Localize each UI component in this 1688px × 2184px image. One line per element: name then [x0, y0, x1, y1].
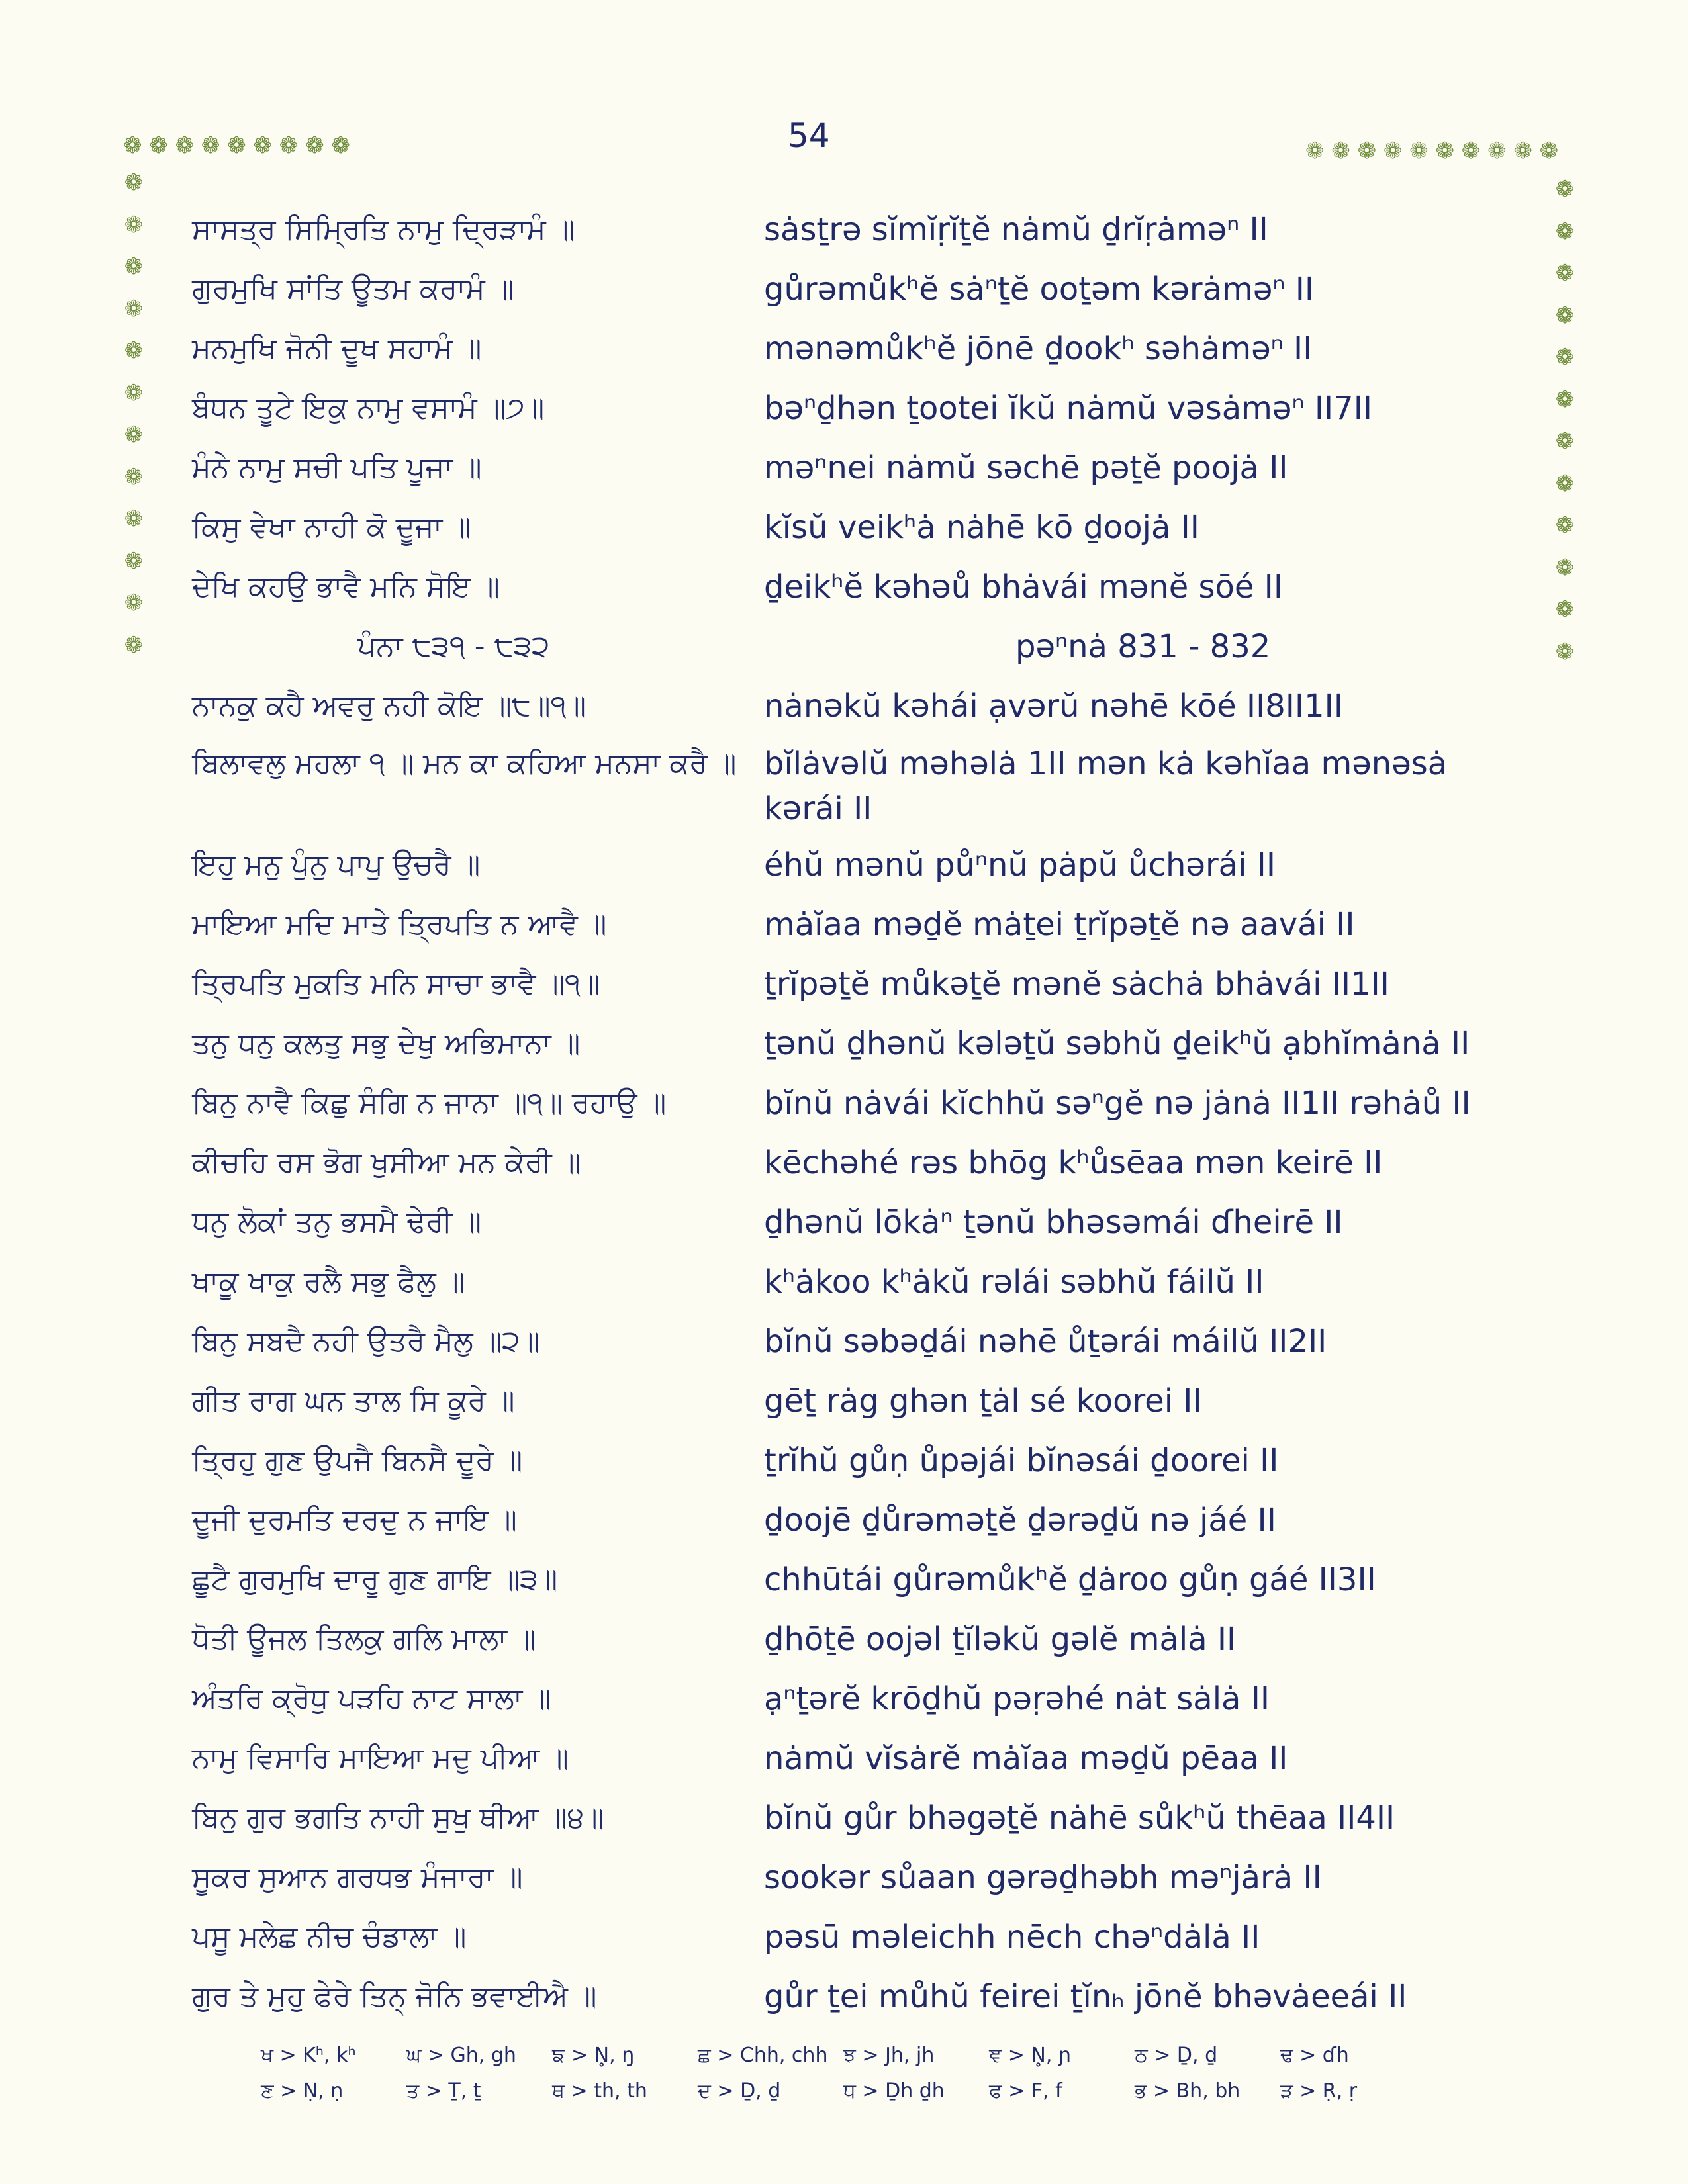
verse-row — [0, 1371, 1688, 1431]
transliteration-line: ḏoojē ḏůrəməṯĕ ḏərəḏŭ nə jáé II — [764, 1502, 1276, 1539]
gurmukhi-line: ਪੰਨਾ ੮੩੧ - ੮੩੨ — [357, 629, 550, 663]
transliteration-line: mənəmůkʰĕ jōnē ḏookʰ səhȧməⁿ II — [764, 330, 1313, 367]
verse-row — [0, 1073, 1688, 1133]
flower-icon: ❁ — [1555, 638, 1575, 665]
gurmukhi-line: ਬੰਧਨ ਤੂਟੇ ਇਕੁ ਨਾਮੁ ਵਸਾਮੰ ॥੭॥ — [192, 391, 545, 425]
legend-item: ਥ > th, th — [552, 2079, 647, 2103]
verse-row — [0, 200, 1688, 259]
verse-row — [0, 1610, 1688, 1669]
page-reference-row — [0, 617, 1688, 676]
legend-item: ਣ > Ṇ, ṇ — [261, 2079, 344, 2103]
verse-row — [0, 1014, 1688, 1073]
flower-icon: ❁ — [124, 253, 144, 280]
page-number: 54 — [788, 116, 830, 155]
transliteration-line: gůr ṯei můhŭ feirei ṯĭnₕ jōnĕ bhəvȧeeái II — [764, 1978, 1407, 2015]
gurmukhi-line: ਗੁਰਮੁਖਿ ਸਾਂਤਿ ਊਤਮ ਕਰਾਮੰ ॥ — [192, 272, 514, 306]
transliteration-line: gēṯ rȧg ghən ṯȧl sé koorei II — [764, 1383, 1202, 1420]
transliteration-line: kĭsŭ veikʰȧ nȧhē kō ḏoojȧ II — [764, 509, 1199, 546]
verse-row — [0, 736, 1688, 835]
transliteration-line: kʰȧkoo kʰȧkŭ rəlái səbhŭ fáilŭ II — [764, 1263, 1264, 1300]
verse-row — [0, 1431, 1688, 1490]
flower-icon: ❁ — [1555, 302, 1575, 329]
gurmukhi-line: ਖਾਕੂ ਖਾਕੁ ਰਲੈ ਸਭੁ ਫੈਲੁ ॥ — [192, 1265, 465, 1298]
transliteration-line: bĭnŭ gůr bhəgəṯĕ nȧhē sůkʰŭ thēaa II4II — [764, 1799, 1395, 1837]
flower-icon: ❁ — [124, 338, 144, 364]
verse-row — [0, 1788, 1688, 1848]
legend-item: ਢ > ɗh — [1280, 2043, 1349, 2067]
gurmukhi-line: ਮਨਮੁਖਿ ਜੋਨੀ ਦੂਖ ਸਹਾਮੰ ॥ — [192, 332, 482, 365]
gurmukhi-line: ਦੂਜੀ ਦੁਰਮਤਿ ਦਰਦੁ ਨ ਜਾਇ ॥ — [192, 1503, 517, 1537]
gurmukhi-line: ਤ੍ਰਿਹੁ ਗੁਣ ਉਪਜੈ ਬਿਨਸੈ ਦੂਰੇ ॥ — [192, 1443, 523, 1477]
verse-row — [0, 1729, 1688, 1788]
verse-row — [0, 1312, 1688, 1371]
transliteration-line: ḏeikʰĕ kəhəů bhȧvái mənĕ sōé II — [764, 569, 1283, 606]
gurmukhi-line: ਛੂਟੈ ਗੁਰਮੁਖਿ ਦਾਰੂ ਗੁਣ ਗਾਇ ॥੩॥ — [192, 1563, 558, 1596]
flower-icon: ❁ — [124, 211, 144, 238]
flower-icon: ❁ — [1555, 260, 1575, 287]
flower-icon: ❁ — [124, 590, 144, 616]
flower-icon: ❁ — [124, 169, 144, 196]
legend-item: ਝ > Jh, jh — [843, 2043, 935, 2067]
top-left-ornament: ❁ ❁ ❁ ❁ ❁ ❁ ❁ ❁ ❁ — [123, 132, 350, 159]
transliteration-line: bĭnŭ səbəḏái nəhē ůṯərái máilŭ II2II — [764, 1323, 1327, 1360]
gurmukhi-line: ਬਿਨੁ ਸਬਦੈ ਨਹੀ ਉਤਰੈ ਮੈਲੁ ॥੨॥ — [192, 1324, 540, 1358]
gurmukhi-line: ਮਾਇਆ ਮਦਿ ਮਾਤੇ ਤ੍ਰਿਪਤਿ ਨ ਆਵੈ ॥ — [192, 907, 607, 941]
gurmukhi-line: ਧਨੁ ਲੋਕਾਂ ਤਨੁ ਭਸਮੈ ਢੇਰੀ ॥ — [192, 1205, 482, 1239]
flower-icon: ❁ — [124, 547, 144, 574]
verse-row — [0, 835, 1688, 895]
verse-row — [0, 895, 1688, 954]
transliteration-line: pəⁿnȧ 831 - 832 — [1015, 628, 1271, 665]
legend-item: ਙ > N̥, ŋ — [552, 2043, 635, 2067]
verse-row — [0, 676, 1688, 736]
legend-item: ਖ > Kʰ, kʰ — [261, 2043, 356, 2067]
flower-icon: ❁ — [1555, 554, 1575, 581]
verse-row — [0, 1550, 1688, 1610]
verse-row — [0, 1252, 1688, 1312]
legend-item: ਞ > N̥, ɲ — [989, 2043, 1072, 2067]
gurmukhi-line: ਨਾਨਕੁ ਕਹੈ ਅਵਰੁ ਨਹੀ ਕੋਇ ॥੮॥੧॥ — [192, 689, 586, 723]
verse-row — [0, 1967, 1688, 2026]
flower-icon: ❁ — [1555, 470, 1575, 497]
gurmukhi-line: ਕੀਚਹਿ ਰਸ ਭੋਗ ਖੁਸੀਆ ਮਨ ਕੇਰੀ ॥ — [192, 1146, 581, 1179]
flower-icon: ❁ — [124, 463, 144, 490]
transliteration-line: ḏhənŭ lōkȧⁿ ṯənŭ bhəsəmái ɗheirē II — [764, 1204, 1343, 1241]
gurmukhi-line: ਸਾਸਤ੍ਰ ਸਿਮ੍ਰਿਤਿ ਨਾਮੁ ਦ੍ਰਿੜਾਮੰ ॥ — [192, 212, 575, 246]
gurmukhi-line: ਪਸੂ ਮਲੇਛ ਨੀਚ ਚੰਡਾਲਾ ॥ — [192, 1920, 467, 1954]
gurmukhi-line: ਬਿਨੁ ਗੁਰ ਭਗਤਿ ਨਾਹੀ ਸੁਖੁ ਥੀਆ ॥੪॥ — [192, 1801, 604, 1835]
transliteration-legend — [261, 2037, 1452, 2109]
transliteration-line: pəsū məleichh nēch chəⁿdȧlȧ II — [764, 1919, 1260, 1956]
flower-icon: ❁ — [1555, 596, 1575, 623]
verse-row — [0, 1490, 1688, 1550]
verse-row — [0, 1907, 1688, 1967]
verse-row — [0, 259, 1688, 319]
flower-icon: ❁ — [1555, 218, 1575, 245]
gurmukhi-line: ਗੀਤ ਰਾਗ ਘਨ ਤਾਲ ਸਿ ਕੂਰੇ ॥ — [192, 1384, 515, 1418]
transliteration-line: sookər sůaan gərəḏhəbh məⁿjȧrȧ II — [764, 1859, 1322, 1896]
flower-icon: ❁ — [1555, 386, 1575, 413]
flower-icon: ❁ — [124, 379, 144, 406]
legend-row — [261, 2073, 1452, 2109]
flower-icon: ❁ — [1555, 176, 1575, 203]
verse-list — [0, 200, 1688, 2026]
gurmukhi-line: ਅੰਤਰਿ ਕ੍ਰੋਧੁ ਪੜਹਿ ਨਾਟ ਸਾਲਾ ॥ — [192, 1682, 551, 1715]
verse-row — [0, 954, 1688, 1014]
transliteration-line: kēchəhé rəs bhōg kʰůsēaa mən keirē II — [764, 1144, 1383, 1181]
top-right-ornament: ❁ ❁ ❁ ❁ ❁ ❁ ❁ ❁ ❁ ❁ — [1305, 138, 1559, 164]
flower-icon: ❁ — [124, 506, 144, 532]
verse-row — [0, 1848, 1688, 1907]
verse-row — [0, 557, 1688, 617]
transliteration-line: ḏhōṯē oojəl ṯĭləkŭ gəlĕ mȧlȧ II — [764, 1621, 1237, 1658]
legend-item: ੜ > Ṛ, ṛ — [1280, 2079, 1358, 2103]
transliteration-line: nȧnəkŭ kəhái ạvərŭ nəhē kōé II8II1II — [764, 688, 1343, 725]
legend-item: ਠ > Ḏ, ḏ — [1135, 2043, 1218, 2067]
verse-row — [0, 319, 1688, 379]
transliteration-line: bəⁿḏhən ṯootei ĭkŭ nȧmŭ vəsȧməⁿ II7II — [764, 390, 1373, 427]
gurmukhi-line: ਬਿਨੁ ਨਾਵੈ ਕਿਛੁ ਸੰਗਿ ਨ ਜਾਨਾ ॥੧॥ ਰਹਾਉ ॥ — [192, 1086, 667, 1120]
legend-item: ਤ > Ṯ, ṯ — [406, 2079, 481, 2103]
transliteration-line: nȧmŭ vĭsȧrĕ mȧĭaa məḏŭ pēaa II — [764, 1740, 1288, 1777]
transliteration-line: ṯənŭ ḏhənŭ kələṯŭ səbhŭ ḏeikʰŭ ạbhĭmȧnȧ II — [764, 1025, 1470, 1062]
verse-row — [0, 498, 1688, 557]
flower-icon: ❁ — [1555, 428, 1575, 455]
transliteration-line: bĭlȧvəlŭ məhəlȧ 1II mən kȧ kəhĭaa mənəsȧ kərái II — [764, 745, 1448, 827]
gurmukhi-line: ਇਹੁ ਮਨੁ ਪੁੰਨੁ ਪਾਪੁ ਉਚਰੈ ॥ — [192, 848, 481, 882]
gurmukhi-line: ਸੂਕਰ ਸੁਆਨ ਗਰਧਭ ਮੰਜਾਰਾ ॥ — [192, 1860, 523, 1894]
flower-icon: ❁ — [1555, 344, 1575, 371]
legend-item: ਛ > Chh, chh — [698, 2043, 828, 2067]
flower-icon: ❁ — [124, 295, 144, 322]
legend-item: ਫ > F, f — [989, 2079, 1062, 2103]
gurmukhi-line: ਧੋਤੀ ਊਜਲ ਤਿਲਕੁ ਗਲਿ ਮਾਲਾ ॥ — [192, 1622, 536, 1656]
gurmukhi-line: ਤ੍ਰਿਪਤਿ ਮੁਕਤਿ ਮਨਿ ਸਾਚਾ ਭਾਵੈ ॥੧॥ — [192, 967, 600, 1001]
legend-item: ਭ > Bh, bh — [1135, 2079, 1241, 2103]
legend-row — [261, 2037, 1452, 2073]
verse-row — [0, 438, 1688, 498]
legend-item: ਘ > Gh, gh — [406, 2043, 516, 2067]
transliteration-line: gůrəmůkʰĕ sȧⁿṯĕ ooṯəm kərȧməⁿ II — [764, 271, 1315, 308]
verse-row — [0, 1193, 1688, 1252]
gurmukhi-line: ਨਾਮੁ ਵਿਸਾਰਿ ਮਾਇਆ ਮਦੁ ਪੀਆ ॥ — [192, 1741, 569, 1775]
gurmukhi-line: ਬਿਲਾਵਲੁ ਮਹਲਾ ੧ ॥ ਮਨ ਕਾ ਕਹਿਆ ਮਨਸਾ ਕਰੈ ॥ — [192, 747, 737, 780]
transliteration-line: mȧĭaa məḏĕ mȧṯei ṯrĭpəṯĕ nə aavái II — [764, 906, 1355, 943]
transliteration-line: ṯrĭhŭ gůṇ ůpəjái bĭnəsái ḏoorei II — [764, 1442, 1279, 1479]
gurmukhi-line: ਤਨੁ ਧਨੁ ਕਲਤੁ ਸਭੁ ਦੇਖੁ ਅਭਿਮਾਨਾ ॥ — [192, 1026, 581, 1060]
transliteration-line: ṯrĭpəṯĕ můkəṯĕ mənĕ sȧchȧ bhȧvái II1II — [764, 966, 1389, 1003]
gurmukhi-line: ਕਿਸੁ ਵੇਖਾ ਨਾਹੀ ਕੋ ਦੂਜਾ ॥ — [192, 510, 471, 544]
flower-icon: ❁ — [124, 422, 144, 448]
transliteration-line: chhūtái gůrəmůkʰĕ ḏȧroo gůṇ gáé II3II — [764, 1561, 1376, 1598]
verse-row — [0, 1133, 1688, 1193]
transliteration-line: éhŭ mənŭ půⁿnŭ pȧpŭ ůchərái II — [764, 846, 1276, 884]
gurmukhi-line: ਮੰਨੇ ਨਾਮੁ ਸਚੀ ਪਤਿ ਪੂਜਾ ॥ — [192, 451, 482, 484]
legend-item: ਦ > Ḏ, ḏ — [698, 2079, 781, 2103]
flower-icon: ❁ — [124, 631, 144, 659]
transliteration-line: məⁿnei nȧmŭ səchē pəṯĕ poojȧ II — [764, 449, 1288, 486]
verse-row — [0, 379, 1688, 438]
transliteration-line: sȧsṯrə sĭmĭṛĭṯĕ nȧmŭ ḏrĭṛȧməⁿ II — [764, 211, 1268, 248]
flower-icon: ❁ — [1555, 512, 1575, 539]
verse-row — [0, 1669, 1688, 1729]
gurmukhi-line: ਗੁਰ ਤੇ ਮੁਹੁ ਫੇਰੇ ਤਿਨ੍ ਜੋਨਿ ਭਵਾਈਐ ॥ — [192, 1979, 597, 2013]
legend-item: ਧ > Ḏh ḏh — [843, 2079, 945, 2103]
transliteration-line: bĭnŭ nȧvái kĭchhŭ səⁿgĕ nə jȧnȧ II1II rəhȧů II — [764, 1085, 1471, 1122]
transliteration-line: ạⁿṯərĕ krōḏhŭ pəṛəhé nȧt sȧlȧ II — [764, 1680, 1270, 1717]
gurmukhi-line: ਦੇਖਿ ਕਹਉ ਭਾਵੈ ਮਨਿ ਸੋਇ ॥ — [192, 570, 500, 604]
